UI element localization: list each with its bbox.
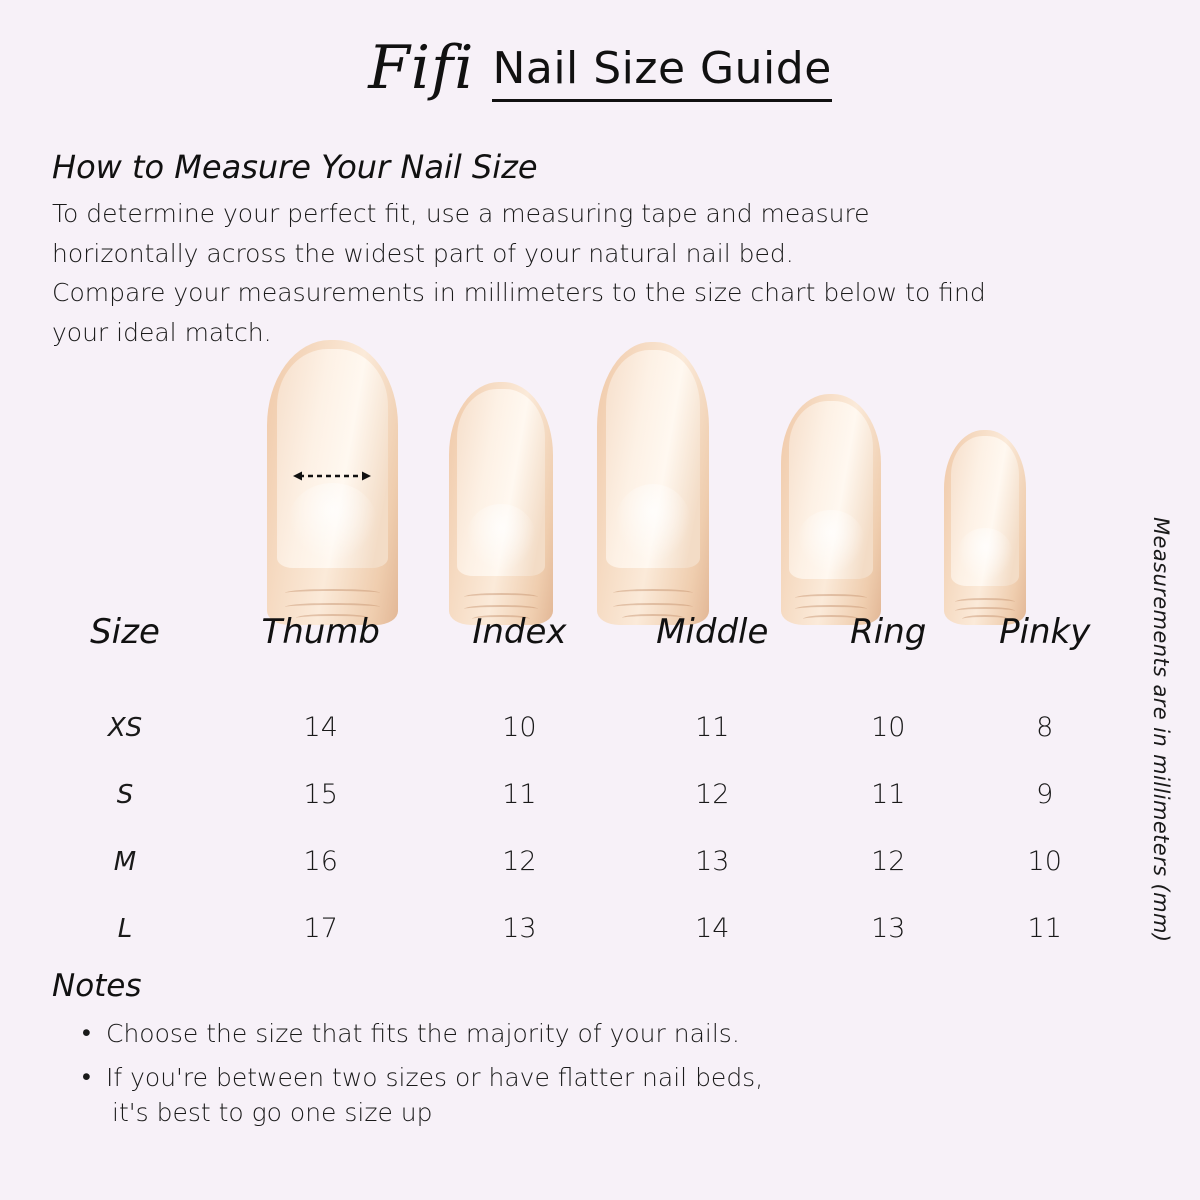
table-header-row [40,612,1130,694]
cell-pinky: 8 [1036,712,1054,743]
cell-ring: 10 [871,712,906,743]
nail-pinky-illustration [944,430,1026,625]
cell-size: XS [107,712,143,743]
note-text-continued: it's best to go one size up [112,1098,433,1127]
size-chart [0,612,1200,962]
cell-size: L [117,913,133,944]
intro-line-1: To determine your perfect fit, use a measuring tape and measure [52,199,870,228]
list-item [82,1060,1152,1131]
cell-pinky: 11 [1027,913,1062,944]
intro-line-2: horizontally across the widest part of your natural nail bed. [52,238,794,268]
column-header-index: Index [472,612,567,652]
page-header [0,33,1200,103]
width-measure-arrow-icon [293,470,371,482]
cell-index: 12 [502,846,537,877]
cell-index: 11 [502,779,537,810]
nail-middle-illustration [597,342,709,625]
note-text: Choose the size that fits the majority of your nails. [106,1019,740,1048]
cell-middle: 14 [695,913,730,944]
cell-thumb: 17 [303,913,338,944]
cell-pinky: 9 [1036,779,1054,810]
brand-name: Fifi [368,33,475,103]
cell-ring: 13 [871,913,906,944]
cell-thumb: 15 [303,779,338,810]
column-header-ring: Ring [850,612,927,652]
size-chart-table [40,612,1130,962]
notes-list [52,1016,1152,1131]
nail-ring-illustration [781,394,881,625]
table-row [40,895,1130,962]
column-header-thumb: Thumb [261,612,381,652]
column-header-pinky: Pinky [999,612,1091,652]
cell-middle: 11 [695,712,730,743]
table-row [40,761,1130,828]
cell-index: 13 [502,913,537,944]
nail-thumb-illustration [267,340,398,625]
cell-ring: 11 [871,779,906,810]
note-text: If you're between two sizes or have flatter nail beds, [106,1062,764,1092]
nail-index-illustration [449,382,553,625]
cell-middle: 13 [695,846,730,877]
cell-thumb: 14 [303,712,338,743]
cell-size: M [113,846,137,877]
table-row [40,828,1130,895]
column-header-middle: Middle [656,612,769,652]
table-row [40,694,1130,761]
nail-illustrations [0,340,1200,625]
cell-ring: 12 [871,846,906,877]
cell-size: S [116,779,134,810]
notes-heading: Notes [52,968,142,1004]
cell-thumb: 16 [303,846,338,877]
measurement-units-note-text: Measurements are in millimeters (mm) [1149,517,1173,943]
intro-section [52,148,1152,350]
measurement-units-note [1144,517,1178,943]
cell-index: 10 [502,712,537,743]
cell-middle: 12 [695,779,730,810]
page-title: Nail Size Guide [492,47,831,102]
cell-pinky: 10 [1027,846,1062,877]
notes-section [52,968,1152,1139]
column-header-size: Size [90,612,160,652]
intro-line-3: Compare your measurements in millimeters to the size chart below to find [52,278,986,307]
intro-heading: How to Measure Your Nail Size [52,148,538,186]
list-item [82,1016,1152,1052]
intro-line-4: your ideal match. [52,317,272,347]
